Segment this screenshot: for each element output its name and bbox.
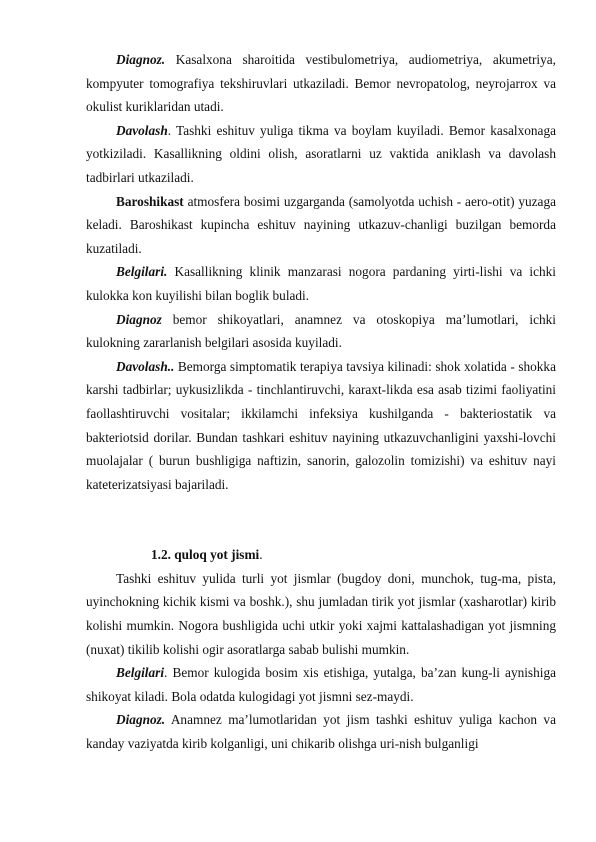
paragraph-baroshikast bbox=[86, 190, 556, 261]
paragraph-text: Kasallikning klinik manzarasi nogora pardaning yirti-lishi va ichki kulokka kon kuyilishi bilan boglik buladi. bbox=[86, 264, 556, 303]
paragraph-text: bemor shikoyatlari, anamnez va otoskopiya ma’lumotlari, ichki kulokning zararlanish belgilari asosida kuyiladi. bbox=[86, 311, 556, 351]
document-page bbox=[86, 48, 556, 756]
section-heading bbox=[86, 543, 556, 567]
paragraph-text: . Tashki eshituv yuliga tikma va boylam kuyiladi. Bemor kasalxonaga yotkiziladi. Kasallikning oldini olish, asoratlarni uz vaktida aniklash va davolash tadbirlari utkaziladi. bbox=[86, 122, 556, 185]
paragraph-lead-term: Baroshikast bbox=[116, 193, 184, 209]
paragraph-intro bbox=[86, 567, 556, 661]
paragraph-diagnoz-3 bbox=[86, 708, 556, 755]
section-heading-period: . bbox=[259, 547, 263, 563]
paragraph-lead-term: Diagnoz bbox=[116, 311, 162, 327]
paragraph-lead-term: Diagnoz. bbox=[116, 52, 166, 67]
bottom-section bbox=[86, 567, 556, 756]
paragraph-text: Bemorga simptomatik terapiya tavsiya kilinadi: shok xolatida - shokka karshi tadbirlar; uykusizlikda - tinchlantiruvchi, karaxt-likda esa asab tizimi faoliyatini faollashtiruvchi vositalar; ikkilamchi infeksiya kushilganda - bakteriostatik va bakteriotsid dorilar. Bundan tashkari eshituv nayining utkazuvchanligini yaxshi-lovchi muolajalar ( burun bushligiga naftizin, sanorin, galozolin tomizishi) va eshituv nayi kateterizatsiyasi bajariladi. bbox=[86, 358, 556, 492]
paragraph-davolash-1 bbox=[86, 119, 556, 190]
paragraph-lead-term: Belgilari. bbox=[116, 264, 168, 280]
paragraph-text: . Bemor kulogida bosim xis etishiga, yutalga, ba’zan kung-li aynishiga shikoyat kiladi. Bola odatda kulogidagi yot jismni sez-maydi. bbox=[86, 665, 556, 704]
paragraph-belgilari-2 bbox=[86, 661, 556, 708]
section-spacer bbox=[86, 496, 556, 543]
paragraph-davolash-2 bbox=[86, 355, 556, 497]
paragraph-text: Tashki eshituv yulida turli yot jismlar (bugdoy doni, munchok, tug-ma, pista, uyinchokning kichik kismi va boshk.), shu jumladan tirik yot jismlar (xasharotlar) kirib kolishi mumkin. Nogora bushligida uchi utkir yoki xajmi kattalashadigan yot jismning (nuxat) tikilib kolishi ogir asoratlarga sabab bulishi mumkin. bbox=[86, 570, 556, 657]
paragraph-belgilari-1 bbox=[86, 260, 556, 307]
paragraph-diagnoz-2 bbox=[86, 308, 556, 355]
paragraph-lead-term: Davolash.. bbox=[116, 358, 175, 374]
paragraph-text: Kasalxona sharoitida vestibulometriya, audiometriya, akumetriya, kompyuter tomografiya tekshiruvlari utkaziladi. Bemor nevropatolog, neyrojarrox va okulist kuriklaridan utadi. bbox=[86, 52, 556, 115]
paragraph-lead-term: Diagnoz. bbox=[116, 712, 166, 728]
top-section bbox=[86, 48, 556, 496]
paragraph-diagnoz-1 bbox=[86, 48, 556, 119]
paragraph-lead-term: Davolash bbox=[116, 122, 168, 138]
paragraph-text: Anamnez ma’lumotlaridan yot jism tashki eshituv yuliga kachon va kanday vaziyatda kirib kolganligi, uni chikarib olishga uri-nish bulganligi bbox=[86, 712, 556, 752]
paragraph-lead-term: Belgilari bbox=[116, 665, 165, 681]
section-heading-title: 1.2. quloq yot jismi bbox=[151, 547, 260, 563]
paragraph-text: atmosfera bosimi uzgarganda (samolyotda uchish - aero-otit) yuzaga keladi. Baroshikast kupincha eshituv nayining utkazuv-chanligi buzilgan bemorda kuzatiladi. bbox=[86, 193, 556, 256]
